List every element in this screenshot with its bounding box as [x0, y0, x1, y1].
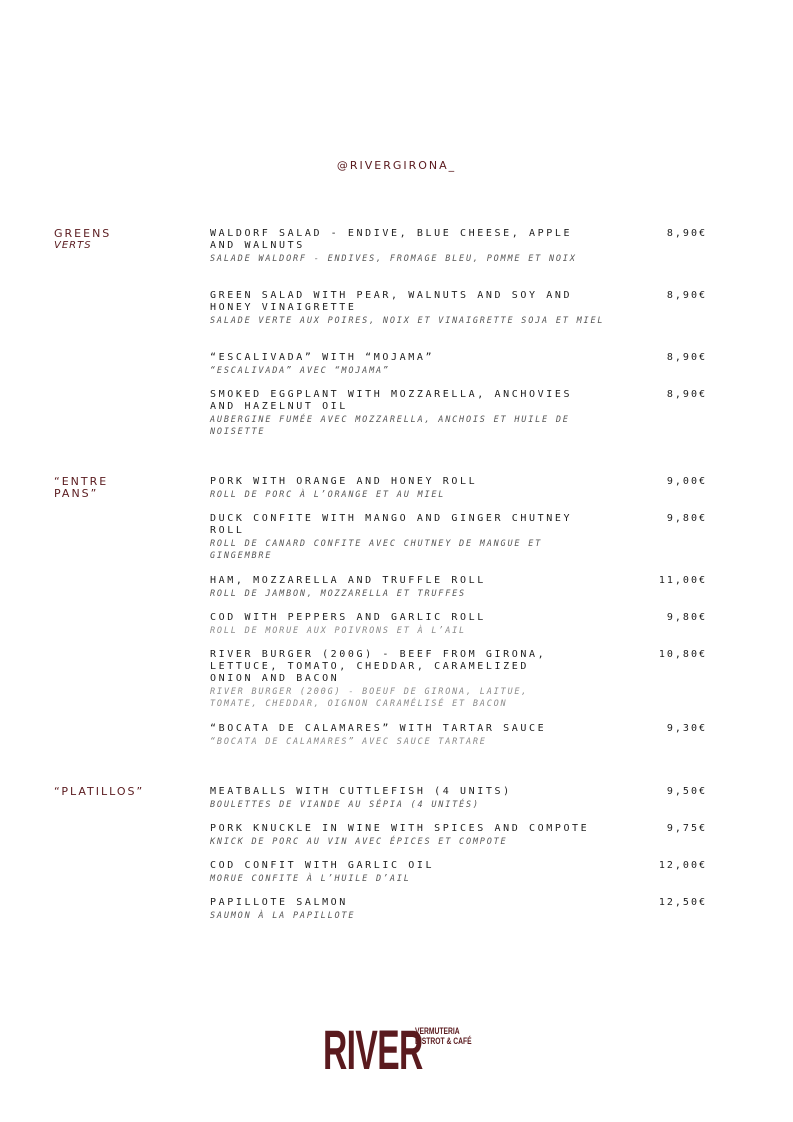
- logo-tagline-line2: BISTROT & CAFÉ: [415, 1036, 472, 1046]
- menu-item: [210, 823, 710, 848]
- item-price: 8,90€: [666, 389, 707, 400]
- menu-item: [210, 389, 710, 438]
- item-name: SMOKED EGGPLANT WITH MOZZARELLA, ANCHOVIES AND HAZELNUT OIL: [210, 389, 573, 412]
- item-price: 9,00€: [666, 476, 707, 487]
- menu-item: [210, 513, 710, 562]
- item-translation: SAUMON À LA PAPILLOTE: [210, 911, 356, 921]
- menu-item: [210, 860, 710, 885]
- item-translation: SALADE WALDORF - ENDIVES, FROMAGE BLEU, POMME ET NOIX: [210, 254, 577, 264]
- item-price: 8,90€: [666, 290, 707, 301]
- item-price: 8,90€: [666, 228, 707, 239]
- item-translation: ROLL DE CANARD CONFITE AVEC CHUTNEY DE MANGUE ET GINGEMBRE: [210, 539, 543, 561]
- section-subtitle: VERTS: [54, 240, 92, 251]
- river-logo: [323, 1018, 483, 1082]
- menu-item: [210, 649, 710, 710]
- section-title: [54, 228, 111, 252]
- item-translation: MORUE CONFITE À L’HUILE D’AIL: [210, 874, 411, 884]
- item-price: 12,00€: [658, 860, 707, 871]
- item-translation: “BOCATA DE CALAMARES” AVEC SAUCE TARTARE: [210, 737, 487, 747]
- item-name: “ESCALIVADA” WITH “MOJAMA”: [210, 352, 435, 363]
- menu-item: [210, 612, 710, 637]
- item-name: “BOCATA DE CALAMARES” WITH TARTAR SAUCE: [210, 723, 547, 734]
- item-name: HAM, MOZZARELLA AND TRUFFLE ROLL: [210, 575, 486, 586]
- item-name: RIVER BURGER (200G) - BEEF FROM GIRONA, LETTUCE, TOMATO, CHEDDAR, CARAMELIZED ONION AND BACON: [210, 649, 547, 684]
- item-price: 12,50€: [658, 897, 707, 908]
- menu-item: [210, 575, 710, 600]
- item-translation: ROLL DE PORC À L’ORANGE ET AU MIEL: [210, 490, 446, 500]
- item-translation: BOULETTES DE VIANDE AU SÉPIA (4 UNITÉS): [210, 800, 480, 810]
- instagram-handle: @RIVERGIRONA_: [336, 159, 457, 172]
- item-translation: ROLL DE JAMBON, MOZZARELLA ET TRUFFES: [210, 589, 466, 599]
- item-name: PORK WITH ORANGE AND HONEY ROLL: [210, 476, 478, 487]
- item-translation: ROLL DE MORUE AUX POIVRONS ET À L’AIL: [210, 626, 466, 636]
- item-price: 9,75€: [666, 823, 707, 834]
- item-name: COD WITH PEPPERS AND GARLIC ROLL: [210, 612, 486, 623]
- item-name: COD CONFIT WITH GARLIC OIL: [210, 860, 435, 871]
- logo-tagline: [415, 1026, 472, 1046]
- item-name: WALDORF SALAD - ENDIVE, BLUE CHEESE, APPLE AND WALNUTS: [210, 228, 573, 251]
- menu-item: [210, 786, 710, 811]
- item-price: 9,80€: [666, 612, 707, 623]
- menu-item: [210, 352, 710, 377]
- item-name: PAPILLOTE SALMON: [210, 897, 348, 908]
- item-name: GREEN SALAD WITH PEAR, WALNUTS AND SOY AND HONEY VINAIGRETTE: [210, 290, 573, 313]
- logo-tagline-line1: VERMUTERIA: [415, 1026, 460, 1036]
- menu-item: [210, 290, 710, 327]
- item-name: PORK KNUCKLE IN WINE WITH SPICES AND COMPOTE: [210, 823, 590, 834]
- menu-item: [210, 723, 710, 748]
- menu-item: [210, 476, 710, 501]
- menu-item: [210, 228, 710, 265]
- section-title: “ENTRE PANS”: [54, 475, 109, 500]
- item-price: 9,80€: [666, 513, 707, 524]
- item-price: 9,50€: [666, 786, 707, 797]
- section-title: “PLATILLOS”: [54, 785, 145, 798]
- item-name: MEATBALLS WITH CUTTLEFISH (4 UNITS): [210, 786, 512, 797]
- item-translation: RIVER BURGER (200G) - BOEUF DE GIRONA, LAITUE, TOMATE, CHEDDAR, OIGNON CARAMÉLISÉ ET BACON: [210, 687, 529, 709]
- logo-wordmark: RIVER: [323, 1018, 423, 1081]
- menu-item: [210, 897, 710, 922]
- item-translation: AUBERGINE FUMÉE AVEC MOZZARELLA, ANCHOIS ET HUILE DE NOISETTE: [210, 415, 570, 437]
- item-translation: “ESCALIVADA” AVEC “MOJAMA”: [210, 366, 390, 376]
- item-price: 11,00€: [658, 575, 707, 586]
- item-price: 10,80€: [658, 649, 707, 660]
- item-price: 8,90€: [666, 352, 707, 363]
- item-name: DUCK CONFITE WITH MANGO AND GINGER CHUTNEY ROLL: [210, 513, 573, 536]
- section-title-text: GREENS: [54, 227, 112, 240]
- item-translation: KNICK DE PORC AU VIN AVEC ÉPICES ET COMPOTE: [210, 837, 508, 847]
- item-translation: SALADE VERTE AUX POIRES, NOIX ET VINAIGRETTE SOJA ET MIEL: [210, 316, 605, 326]
- item-price: 9,30€: [666, 723, 707, 734]
